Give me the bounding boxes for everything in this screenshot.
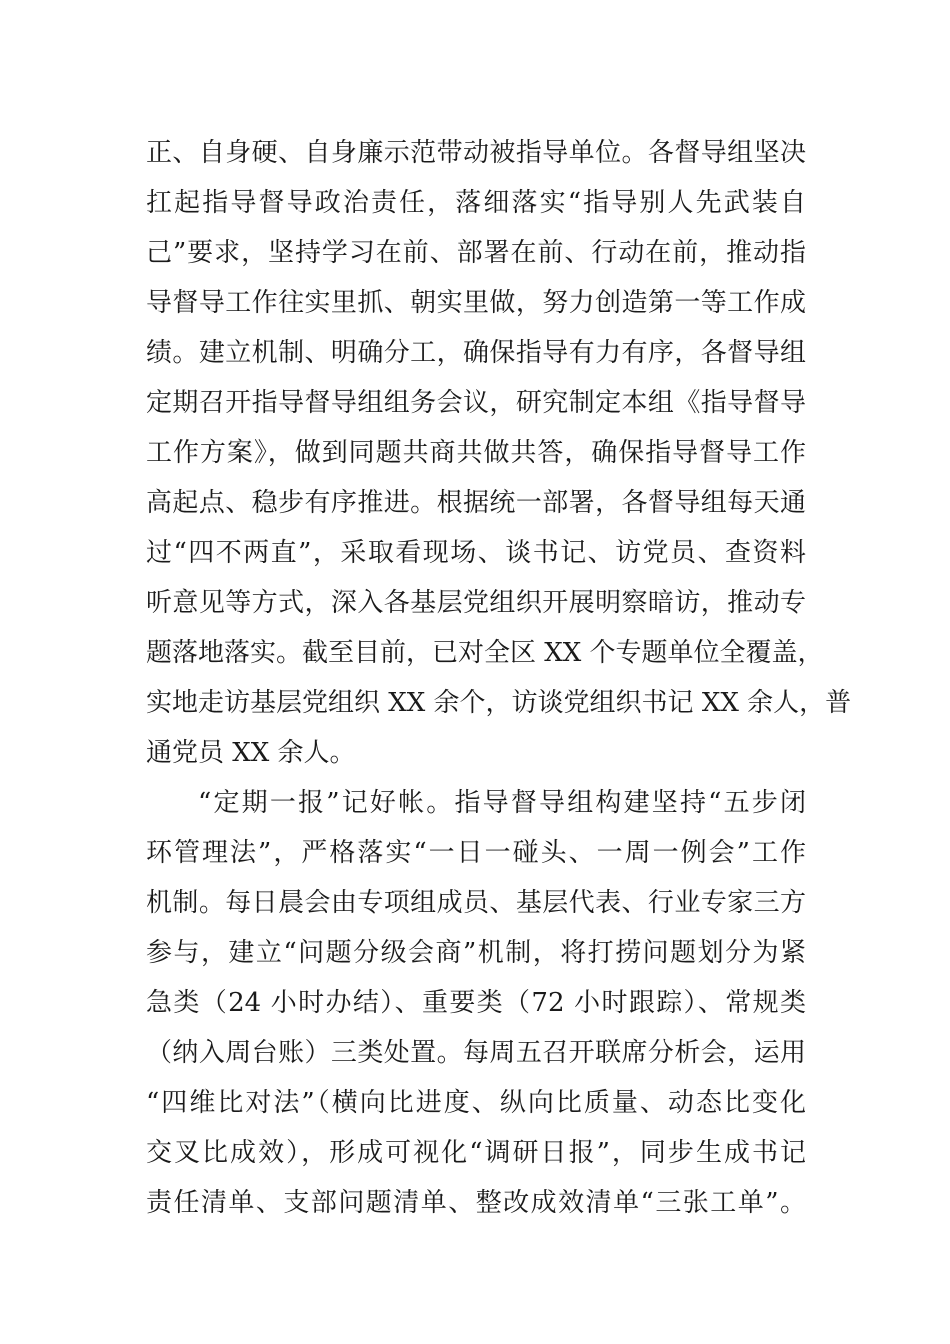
paragraph-1-line-7: 工作方案》，做到同题共商共做共答，确保指导督导工作 xyxy=(146,438,806,468)
paragraph-2-line-2: 环管理法”，严格落实“一日一碰头、一周一例会”工作 xyxy=(146,838,806,868)
paragraph-1-line-13: 通党员 XX 余人。 xyxy=(146,738,356,768)
paragraph-1-line-4: 导督导工作往实里抓、朝实里做，努力创造第一等工作成 xyxy=(146,288,806,318)
paragraph-1-line-9: 过“四不两直”，采取看现场、谈书记、访党员、查资料 xyxy=(146,538,806,568)
paragraph-2-line-3: 机制。每日晨会由专项组成员、基层代表、行业专家三方 xyxy=(146,888,806,918)
paragraph-1-line-10: 听意见等方式，深入各基层党组织开展明察暗访，推动专 xyxy=(146,588,806,618)
paragraph-1-line-6: 定期召开指导督导组组务会议，研究制定本组《指导督导 xyxy=(146,388,806,418)
paragraph-1-line-3: 己”要求，坚持学习在前、部署在前、行动在前，推动指 xyxy=(146,238,806,268)
paragraph-2-line-5: 急类（24 小时办结）、重要类（72 小时跟踪）、常规类 xyxy=(146,988,806,1018)
paragraph-1-line-2: 扛起指导督导政治责任，落细落实“指导别人先武装自 xyxy=(146,188,806,218)
paragraph-2-line-9: 责任清单、支部问题清单、整改成效清单“三张工单”。 xyxy=(146,1188,806,1218)
paragraph-2-line-8: 交叉比成效），形成可视化“调研日报”，同步生成书记 xyxy=(146,1138,806,1168)
paragraph-2-line-7: “四维比对法”（横向比进度、纵向比质量、动态比变化 xyxy=(146,1088,806,1118)
paragraph-2-line-1: “定期一报”记好帐。指导督导组构建坚持“五步闭 xyxy=(198,788,806,818)
paragraph-1-line-11: 题落地落实。截至目前，已对全区 XX 个专题单位全覆盖， xyxy=(146,638,824,668)
paragraph-1-line-1: 正、自身硬、自身廉示范带动被指导单位。各督导组坚决 xyxy=(146,138,806,168)
paragraph-1-line-5: 绩。建立机制、明确分工，确保指导有力有序，各督导组 xyxy=(146,338,806,368)
paragraph-2-line-4: 参与，建立“问题分级会商”机制，将打捞问题划分为紧 xyxy=(146,938,806,968)
paragraph-1-line-12: 实地走访基层党组织 XX 余个，访谈党组织书记 XX 余人，普 xyxy=(146,688,852,718)
paragraph-2-line-6: （纳入周台账）三类处置。每周五召开联席分析会，运用 xyxy=(146,1038,806,1068)
paragraph-1-line-8: 高起点、稳步有序推进。根据统一部署，各督导组每天通 xyxy=(146,488,806,518)
